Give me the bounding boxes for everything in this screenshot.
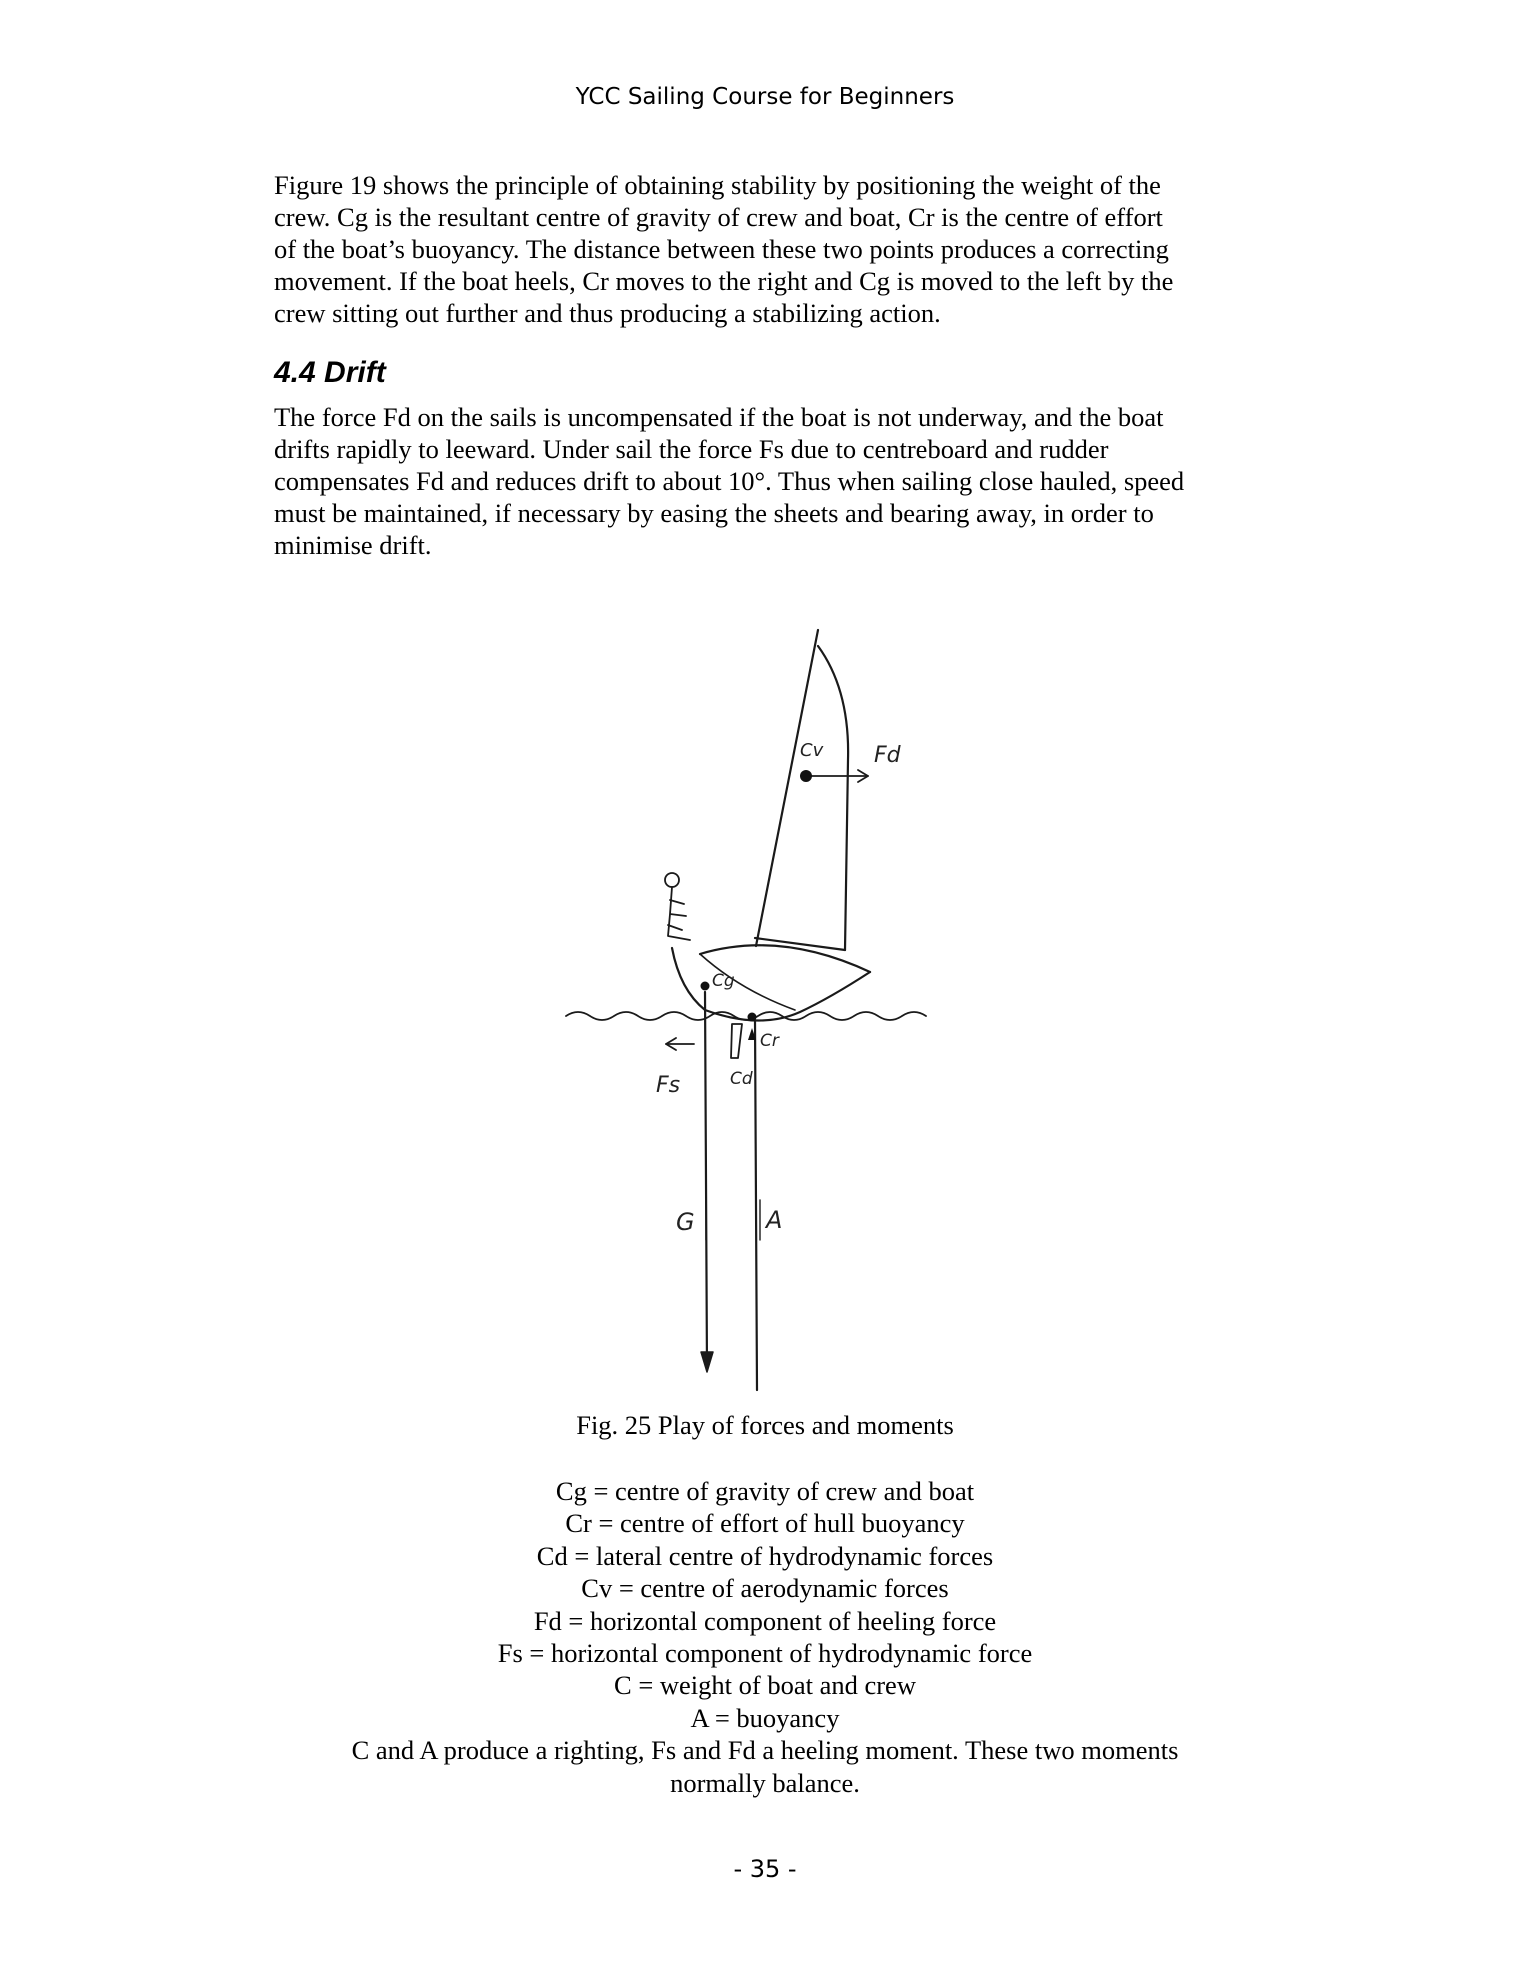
figure-caption: Fig. 25 Play of forces and moments xyxy=(576,1410,954,1440)
legend-line: Cv = centre of aerodynamic forces xyxy=(581,1573,949,1604)
cg-point xyxy=(701,982,710,991)
g-arrowhead xyxy=(701,1352,713,1372)
legend-line: Cd = lateral centre of hydrodynamic forces xyxy=(536,1540,994,1571)
drift-line: must be maintained, if necessary by easing the sheets and bearing away, in order to xyxy=(274,498,1154,528)
section-heading: 4.4 Drift xyxy=(274,356,386,389)
drift-line: minimise drift. xyxy=(274,530,432,560)
legend-line: A = buoyancy xyxy=(690,1702,840,1733)
sail-leech xyxy=(818,646,848,950)
page-number: - 35 - xyxy=(733,1855,797,1883)
label-fd: Fd xyxy=(874,743,901,768)
running-header: YCC Sailing Course for Beginners xyxy=(575,84,955,110)
figure-legend xyxy=(0,1475,1530,1799)
a-force-line xyxy=(755,1020,757,1390)
drift-line: drifts rapidly to leeward. Under sail the force Fs due to centreboard and rudder xyxy=(274,434,1109,464)
intro-line: Figure 19 shows the principle of obtaining stability by positioning the weight of the xyxy=(274,170,1161,200)
cr-point xyxy=(748,1013,757,1022)
cv-point xyxy=(800,770,812,782)
intro-line: crew sitting out further and thus producing a stabilizing action. xyxy=(274,298,941,328)
mast xyxy=(756,630,818,946)
intro-line: of the boat’s buoyancy. The distance between these two points produces a correcting xyxy=(274,234,1169,264)
legend-line: C = weight of boat and crew xyxy=(614,1670,916,1701)
label-cg: Cg xyxy=(712,971,735,991)
label-a: A xyxy=(766,1206,783,1234)
drift-line: The force Fd on the sails is uncompensated if the boat is not underway, and the boat xyxy=(274,402,1164,432)
label-g: G xyxy=(676,1208,695,1236)
drift-line: compensates Fd and reduces drift to about 10°. Thus when sailing close hauled, speed xyxy=(274,466,1185,496)
legend-line: normally balance. xyxy=(670,1767,860,1798)
label-fs: Fs xyxy=(656,1073,681,1098)
centreboard xyxy=(731,1024,742,1058)
intro-line: crew. Cg is the resultant centre of gravity of crew and boat, Cr is the centre of effort xyxy=(274,202,1163,232)
g-force-line xyxy=(705,992,707,1370)
intro-line: movement. If the boat heels, Cr moves to the right and Cg is moved to the left by the xyxy=(274,266,1174,296)
label-cd: Cd xyxy=(730,1069,753,1089)
label-cv: Cv xyxy=(800,740,824,761)
legend-line: Fs = horizontal component of hydrodynamic force xyxy=(497,1638,1033,1669)
legend-line: Fd = horizontal component of heeling force xyxy=(533,1605,997,1636)
forces-diagram xyxy=(530,600,950,1400)
legend-line: C and A produce a righting, Fs and Fd a heeling moment. These two moments xyxy=(351,1735,1179,1766)
crew-body xyxy=(668,887,690,940)
label-cr: Cr xyxy=(760,1031,779,1051)
drift-paragraph xyxy=(274,401,1274,561)
legend-line: Cr = centre of effort of hull buoyancy xyxy=(565,1508,965,1539)
crew-head xyxy=(665,873,679,887)
intro-paragraph xyxy=(274,169,1274,329)
legend-line: Cg = centre of gravity of crew and boat xyxy=(555,1476,975,1506)
